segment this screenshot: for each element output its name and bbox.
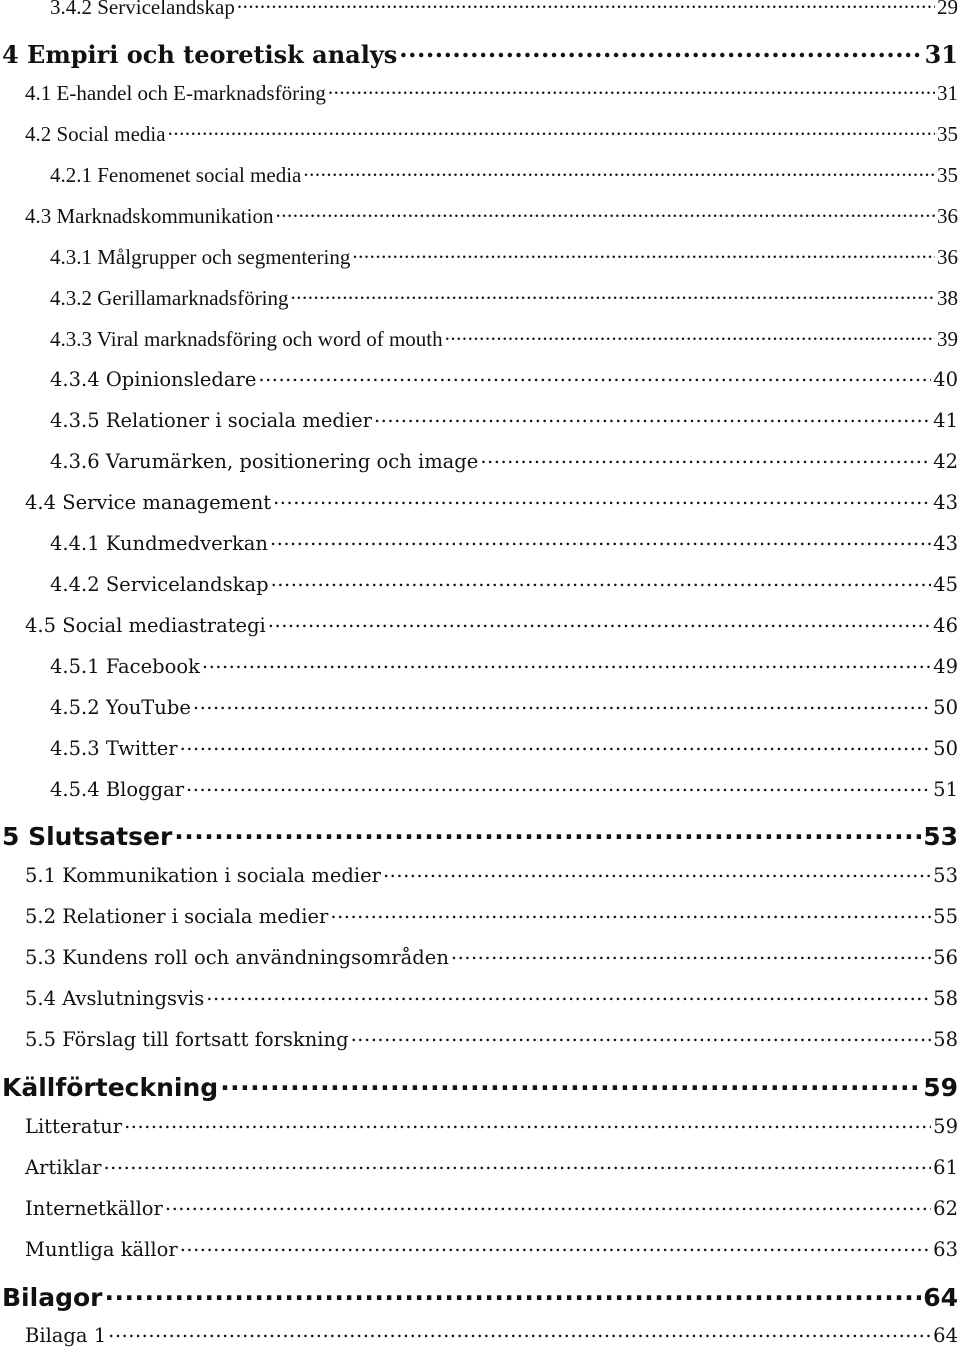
toc-chapter-page: 53: [923, 822, 958, 851]
toc-chapter-label: 4 Empiri och teoretisk analys: [2, 40, 398, 69]
toc-entry-label: 4.2 Social media: [25, 122, 166, 146]
toc-entry[interactable]: [0, 1236, 960, 1276]
dot-leader: [445, 325, 935, 346]
toc-entry-label: 4.3.6 Varumärken, positionering och image: [50, 449, 479, 473]
toc-entry-page: 31: [937, 81, 958, 105]
toc-entry-page: 41: [933, 408, 958, 432]
toc-entry-label: 4.4 Service management: [25, 490, 272, 514]
toc-entry-page: 39: [937, 327, 958, 351]
toc-chapter-label: Bilagor: [2, 1283, 103, 1312]
toc-entry[interactable]: [0, 1154, 960, 1194]
toc-chapter[interactable]: [0, 1281, 960, 1321]
toc-entry-label: 4.4.2 Servicelandskap: [50, 572, 269, 596]
toc-entry-page: 64: [933, 1323, 958, 1347]
dot-leader: [270, 530, 931, 550]
dot-leader: [330, 903, 931, 923]
dot-leader: [104, 1281, 921, 1306]
toc-entry[interactable]: [0, 735, 960, 775]
toc-entry-page: 42: [933, 449, 958, 473]
dot-leader: [206, 985, 931, 1005]
toc-entry-page: 59: [933, 1114, 958, 1138]
dot-leader: [103, 1154, 931, 1174]
toc-entry-page: 55: [933, 904, 958, 928]
toc-entry-label: 4.4.1 Kundmedverkan: [50, 531, 268, 555]
toc-entry-label: 5.5 Förslag till fortsatt forskning: [25, 1027, 349, 1051]
toc-entry-label: Internetkällor: [25, 1196, 163, 1220]
dot-leader: [383, 862, 931, 882]
dot-leader: [399, 39, 922, 63]
toc-entry-page: 40: [933, 367, 958, 391]
toc-entry-page: 56: [933, 945, 958, 969]
toc-entry-label: 4.3 Marknadskommunikation: [25, 204, 274, 228]
toc-entry[interactable]: [0, 1026, 960, 1066]
dot-leader: [352, 243, 935, 264]
toc-entry-label: 5.2 Relationer i sociala medier: [25, 904, 329, 928]
toc-entry-label: Litteratur: [25, 1114, 123, 1138]
dot-leader: [180, 1236, 931, 1256]
toc-entry[interactable]: [0, 903, 960, 943]
toc-entry-page: 46: [933, 613, 958, 637]
toc-entry-label: 4.5.3 Twitter: [50, 736, 178, 760]
toc-entry-label: 4.3.4 Opinionsledare: [50, 367, 257, 391]
toc-entry-label: 5.4 Avslutningsvis: [25, 986, 205, 1010]
dot-leader: [202, 653, 931, 673]
toc-chapter-page: 59: [923, 1073, 958, 1102]
dot-leader: [451, 944, 931, 964]
toc-entry-page: 62: [933, 1196, 958, 1220]
toc-entry[interactable]: [0, 243, 960, 283]
toc-chapter[interactable]: [0, 39, 960, 79]
toc-entry-page: 58: [933, 1027, 958, 1051]
toc-entry[interactable]: [0, 202, 960, 242]
toc-entry-page: 36: [937, 204, 958, 228]
dot-leader: [374, 407, 931, 427]
toc-entry[interactable]: [0, 325, 960, 365]
toc-entry-page: 51: [933, 777, 958, 801]
toc-entry-label: 4.3.5 Relationer i sociala medier: [50, 408, 372, 432]
toc-chapter-page: 31: [924, 40, 958, 69]
dot-leader: [168, 120, 935, 141]
toc-entry-label: Bilaga 1: [25, 1323, 107, 1347]
toc-entry-label: 4.2.1 Fenomenet social media: [50, 163, 302, 187]
toc-entry-page: 61: [933, 1155, 958, 1179]
toc-entry-label: 5.1 Kommunikation i sociala medier: [25, 863, 381, 887]
dot-leader: [180, 735, 932, 755]
toc-entry[interactable]: [0, 862, 960, 902]
toc-entry[interactable]: [0, 653, 960, 693]
toc-entry[interactable]: [0, 985, 960, 1025]
toc-entry[interactable]: [0, 530, 960, 570]
toc-entry-label: Muntliga källor: [25, 1237, 178, 1261]
toc-entry-label: 4.5.2 YouTube: [50, 695, 191, 719]
toc-entry-page: 38: [937, 286, 958, 310]
dot-leader: [124, 1113, 931, 1133]
toc-entry[interactable]: [0, 944, 960, 984]
toc-entry-page: 49: [933, 654, 958, 678]
toc-entry-page: 50: [933, 695, 958, 719]
toc-chapter-label: 5 Slutsatser: [2, 822, 173, 851]
toc-entry-label: 4.3.1 Målgrupper och segmentering: [50, 245, 351, 269]
toc-entry-page: 36: [937, 245, 958, 269]
toc-entry[interactable]: [0, 612, 960, 652]
toc-entry-page: 29: [937, 0, 958, 20]
toc-entry[interactable]: [0, 407, 960, 447]
toc-entry-label: 5.3 Kundens roll och användningsområden: [25, 945, 449, 969]
toc-entry-page: 45: [933, 572, 958, 596]
toc-entry[interactable]: [0, 161, 960, 201]
toc-entry-page: 53: [933, 863, 958, 887]
dot-leader: [220, 1071, 921, 1096]
toc-entry-label: 4.1 E-handel och E-marknadsföring: [25, 81, 326, 105]
toc-entry[interactable]: [0, 0, 960, 33]
dot-leader: [271, 571, 932, 591]
toc-entry-label: 4.5.1 Facebook: [50, 654, 200, 678]
dot-leader: [480, 448, 931, 468]
toc-entry[interactable]: [0, 571, 960, 611]
toc-entry-label: 4.5 Social mediastrategi: [25, 613, 266, 637]
dot-leader: [186, 776, 931, 796]
dot-leader: [268, 612, 931, 632]
dot-leader: [108, 1322, 931, 1342]
dot-leader: [303, 161, 935, 182]
toc-entry-label: 4.3.2 Gerillamarknadsföring: [50, 286, 289, 310]
dot-leader: [328, 79, 935, 100]
toc-chapter[interactable]: [0, 1071, 960, 1111]
toc-entry[interactable]: [0, 120, 960, 160]
toc-entry[interactable]: [0, 1113, 960, 1153]
dot-leader: [258, 366, 931, 386]
toc-entry[interactable]: [0, 1195, 960, 1235]
toc-chapter-label: Källförteckning: [2, 1073, 219, 1102]
toc-entry[interactable]: [0, 79, 960, 119]
toc-entry[interactable]: [0, 694, 960, 734]
dot-leader: [193, 694, 931, 714]
toc-entry-page: 43: [933, 531, 958, 555]
dot-leader: [174, 820, 921, 845]
toc-chapter-page: 64: [923, 1283, 958, 1312]
toc-entry[interactable]: [0, 776, 960, 816]
toc-entry-page: 35: [937, 122, 958, 146]
toc-entry-page: 63: [933, 1237, 958, 1261]
toc-entry-page: 50: [933, 736, 958, 760]
dot-leader: [351, 1026, 932, 1046]
toc-entry-label: 4.5.4 Bloggar: [50, 777, 185, 801]
toc-entry[interactable]: [0, 284, 960, 324]
toc-entry[interactable]: [0, 448, 960, 488]
toc-entry-page: 58: [933, 986, 958, 1010]
dot-leader: [291, 284, 935, 305]
toc-entry-page: 35: [937, 163, 958, 187]
toc-chapter[interactable]: [0, 820, 960, 860]
toc-entry[interactable]: [0, 366, 960, 406]
dot-leader: [165, 1195, 931, 1215]
toc-entry[interactable]: [0, 1322, 960, 1362]
dot-leader: [275, 202, 935, 223]
toc-entry-label: 3.4.2 Servicelandskap: [50, 0, 235, 20]
toc-entry-page: 43: [933, 490, 958, 514]
toc-entry-label: 4.3.3 Viral marknadsföring och word of mouth: [50, 327, 443, 351]
dot-leader: [273, 489, 931, 509]
toc-entry[interactable]: [0, 489, 960, 529]
toc-entry-label: Artiklar: [25, 1155, 102, 1179]
dot-leader: [237, 0, 935, 14]
